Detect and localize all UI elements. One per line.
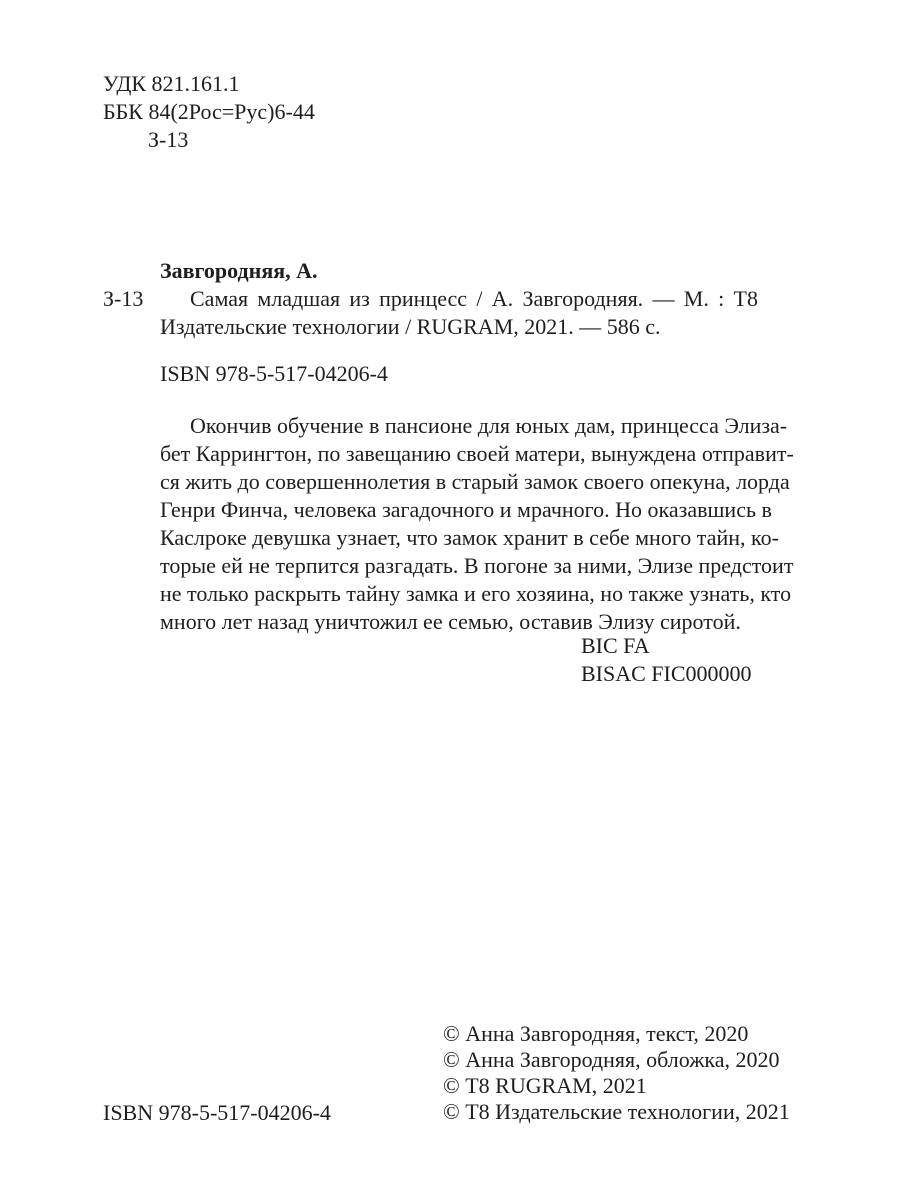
copyright-block xyxy=(443,1021,790,1125)
annotation-line: Каслроке девушка узнает, что замок хранит в себе много тайн, ко- xyxy=(160,525,779,550)
bbk-code: ББК 84(2Рос=Рус)6-44 xyxy=(103,99,315,124)
bic-code: BIC FA xyxy=(581,633,650,658)
author-sign-left: З-13 xyxy=(103,286,144,311)
isbn-footer: ISBN 978-5-517-04206-4 xyxy=(103,1100,331,1125)
annotation-line: бет Каррингтон, по завещанию своей матери, вынуждена отправит- xyxy=(160,441,794,466)
author-sign-top: З-13 xyxy=(148,127,189,152)
bibliographic-title-line-2: Издательские технологии / RUGRAM, 2021. — 586 с. xyxy=(160,314,661,339)
annotation-line: Генри Финча, человека загадочного и мрачного. Но оказавшись в xyxy=(160,497,772,522)
udk-code: УДК 821.161.1 xyxy=(103,71,240,96)
annotation-line: не только раскрыть тайну замка и его хозяина, но также узнать, кто xyxy=(160,581,792,606)
annotation-line: ся жить до совершеннолетия в старый замок своего опекуна, лорда xyxy=(160,469,790,494)
copyright-line: © Т8 RUGRAM, 2021 xyxy=(443,1073,647,1098)
isbn-record: ISBN 978-5-517-04206-4 xyxy=(160,361,388,386)
copyright-line: © Анна Завгородняя, текст, 2020 xyxy=(443,1021,749,1046)
bibliographic-title-line-1: Самая младшая из принцесс / А. Завгородняя. — М. : Т8 xyxy=(190,286,758,311)
annotation-line: Окончив обучение в пансионе для юных дам, принцесса Элиза- xyxy=(190,413,788,438)
bisac-code: BISAC FIC000000 xyxy=(581,661,752,686)
annotation-line: много лет назад уничтожил ее семью, оставив Элизу сиротой. xyxy=(160,609,741,634)
copyright-line: © Т8 Издательские технологии, 2021 xyxy=(443,1099,790,1124)
author-heading: Завгородняя, А. xyxy=(160,258,318,283)
copyright-line: © Анна Завгородняя, обложка, 2020 xyxy=(443,1047,780,1072)
annotation-paragraph xyxy=(160,412,794,636)
annotation-line: торые ей не терпится разгадать. В погоне за ними, Элизе предстоит xyxy=(160,553,794,578)
